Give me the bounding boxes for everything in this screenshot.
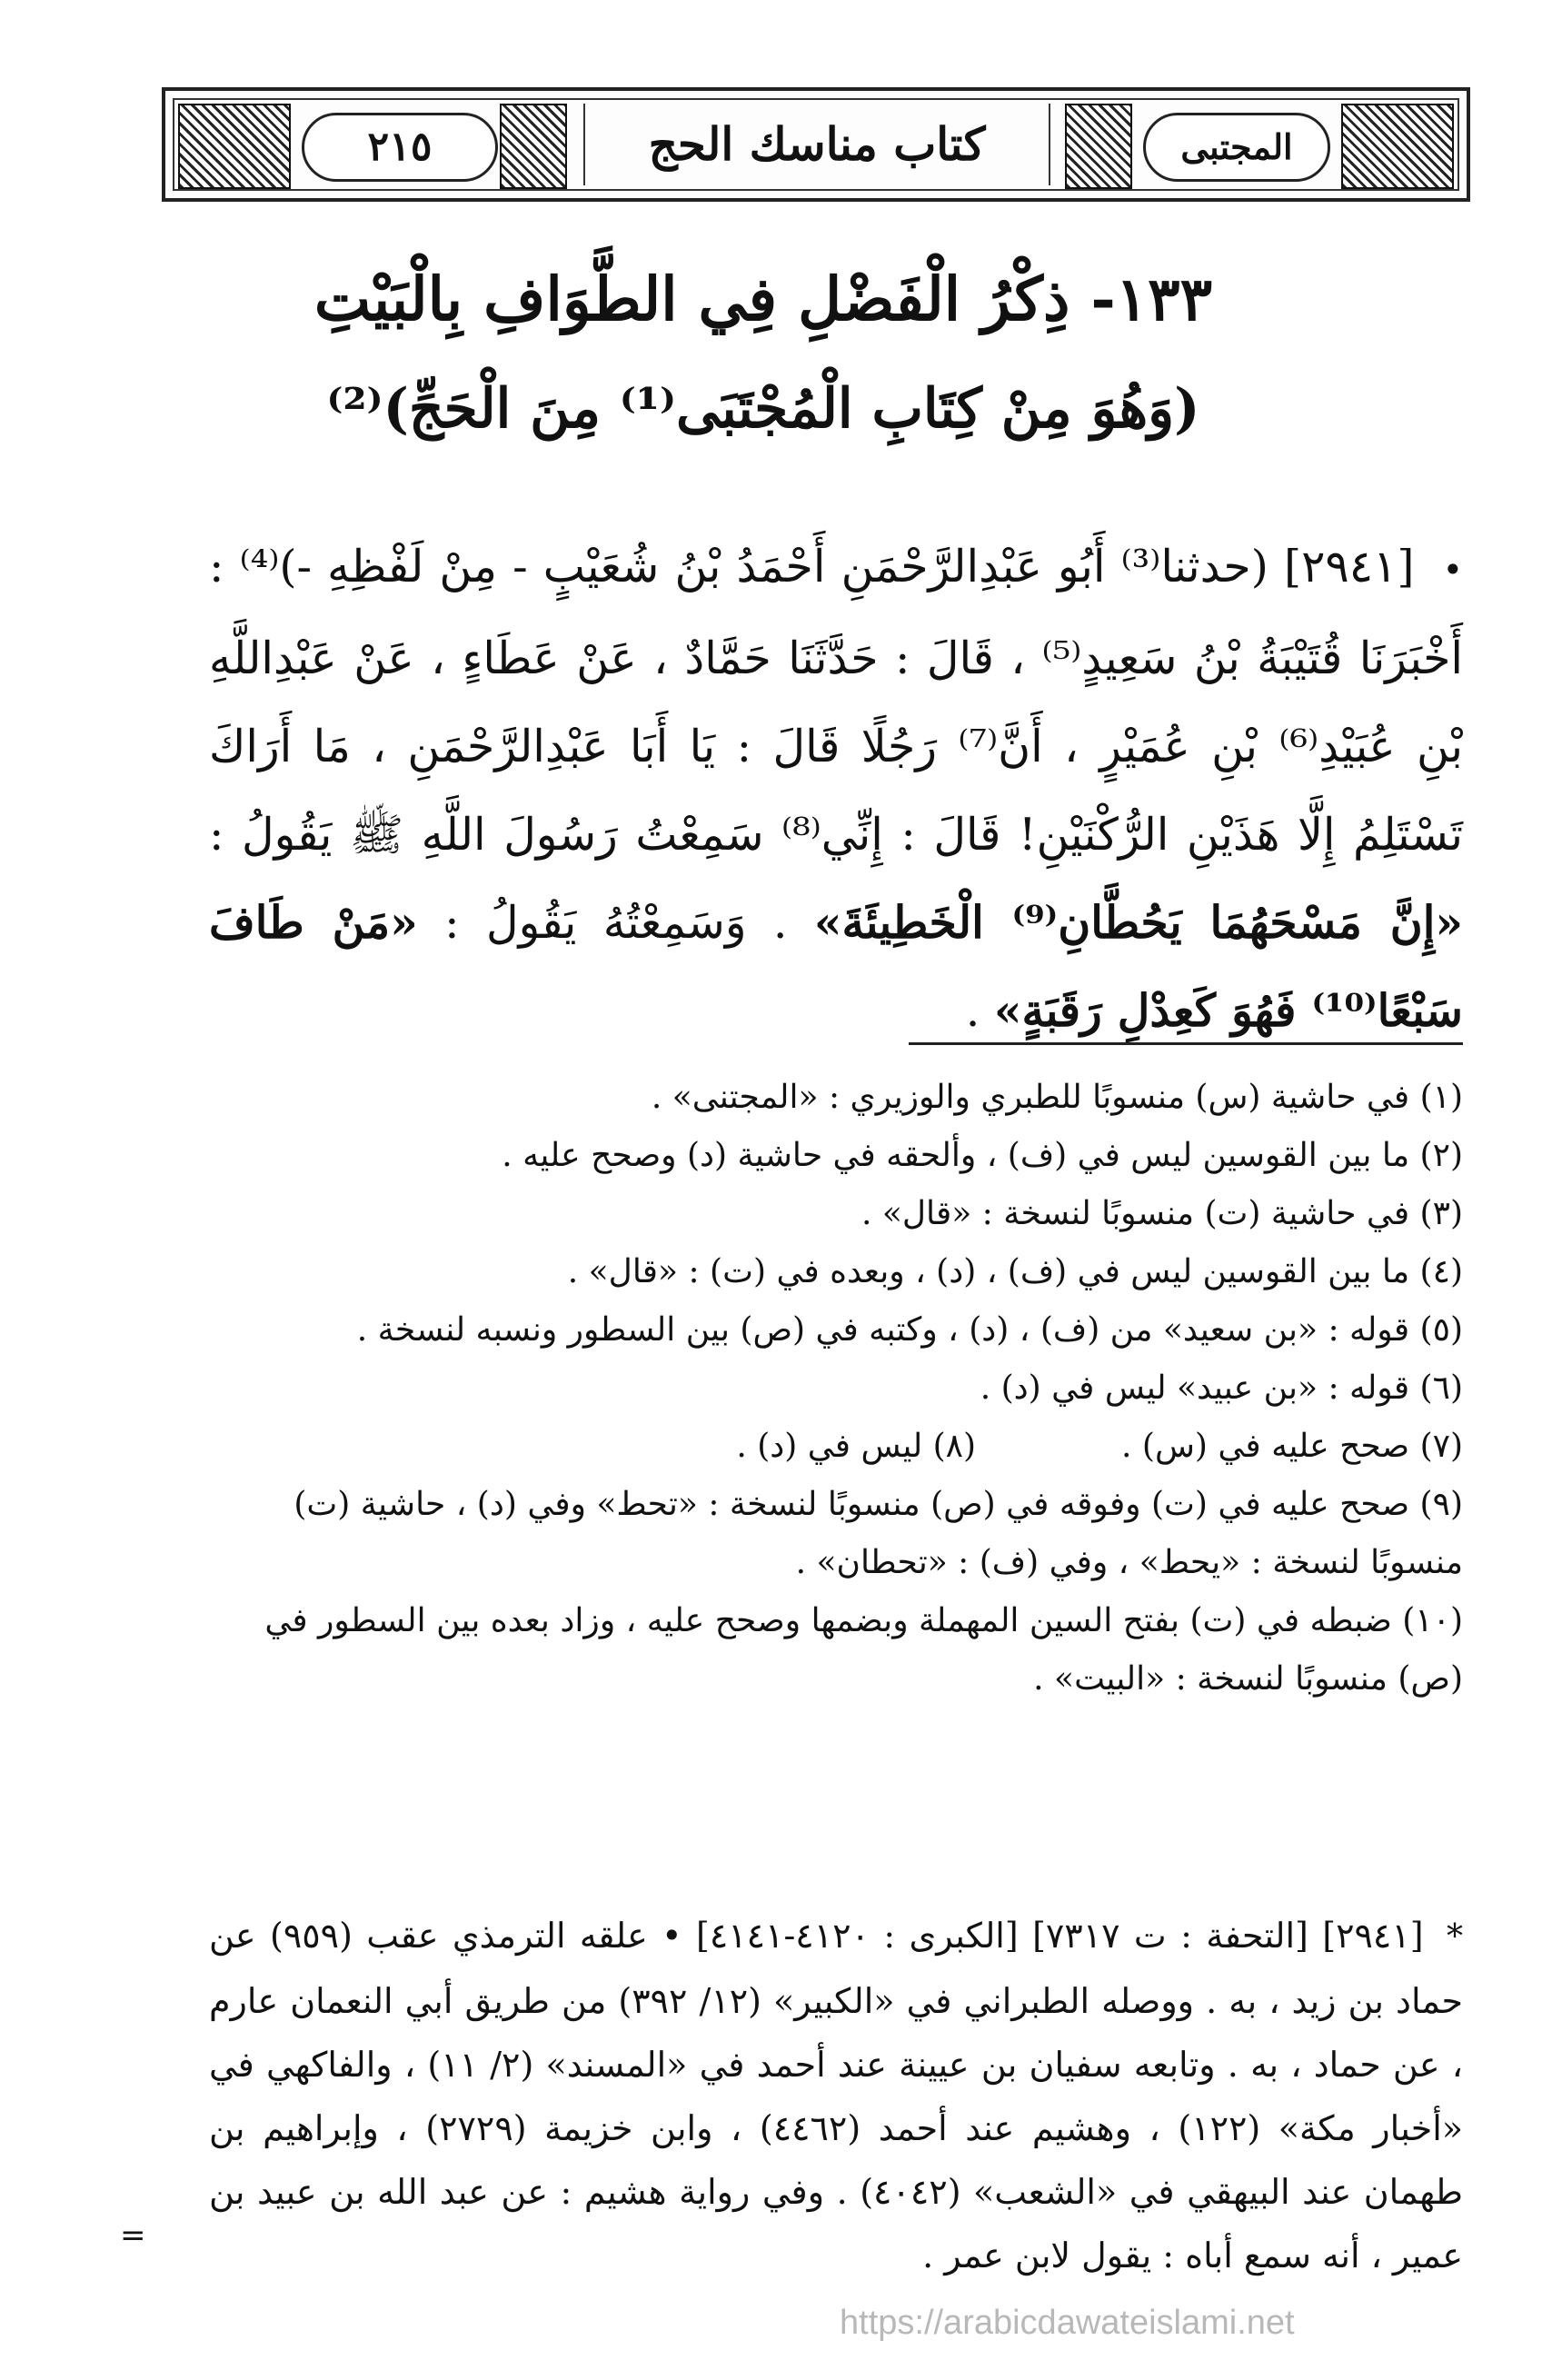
ornament-right-outer [1341,104,1454,189]
chapter-subtitle: (وَهُوَ مِنْ كِتَابِ الْمُجْتَبَى⁽¹⁾ مِنَ الْحَجِّ)⁽²⁾ [326,377,1200,441]
chapter-title: ١٣٣- ذِكْرُ الْفَضْلِ فِي الطَّوَافِ بِالْبَيْتِ [313,264,1213,334]
footnote-separator [909,1042,1463,1045]
footnote: (٨) ليس في (د) . [736,1428,977,1465]
hadith-end: . [965,985,980,1037]
margin-marker: = [120,2217,146,2254]
footnote: (٣) في حاشية (ت) منسوبًا لنسخة : «قال» . [861,1195,1463,1232]
footnote: (٦) قوله : «بن عبيد» ليس في (د) . [980,1369,1463,1407]
series-title: المجتبى [1143,113,1330,182]
hadith-saying-1: «إِنَّ مَسْحَهُمَا يَحُطَّانِ⁽⁹⁾ الْخَطِيئَةَ» [813,896,1463,949]
hadith-bullet: • [1442,550,1464,590]
book-title: كتاب مناسك الحج [583,104,1050,185]
footnote: (١٠) ضبطه في (ت) بفتح السين المهملة وبضمها وصحح عليه ، وزاد بعده بين السطور في (ص) منسوبًا لنسخة : «البيت» . [264,1602,1463,1698]
takhrij-text: [٢٩٤١] [التحفة : ت ٧٣١٧] [الكبرى : ٤١٢٠-٤١٤١] • علقه الترمذي عقب (٩٥٩) عن حماد بن زيد ، به . ووصله الطبراني في «الكبير» (١٢/ ٣٩٢) من طريق أبي النعمان عارم ، عن حماد ، به . وتابعه سفيان بن عيينة عند أحمد في «المسند» (٢/ ١١) ، والفاكهي في «أخبار مكة» (١٢٢) ، وهشيم عند أحمد (٤٤٦٢) ، وابن خزيمة (٢٧٢٩) ، وإبراهيم بن طهمان عند البيهقي في «الشعب» (٤٠٤٢) . وفي رواية هشيم : عن عبد الله بن عبيد بن عمير ، أنه سمع أباه : يقول لابن عمر . [209,1916,1463,2275]
takhrij-section [209,1904,1463,2287]
hadith-middle: . وَسَمِعْتُهُ يَقُولُ : [444,897,788,949]
ornament-left-inner [500,104,567,189]
footnote: (٢) ما بين القوسين ليس في (ف) ، وألحقه في حاشية (د) وصحح عليه . [502,1137,1463,1174]
footnote: (٤) ما بين القوسين ليس في (ف) ، (د) ، وبعده في (ت) : «قال» . [567,1253,1463,1290]
asterisk-icon: * [1446,1918,1463,1956]
hadith-isnad: (حدثنا⁽³⁾ أَبُو عَبْدِالرَّحْمَنِ أَحْمَدُ بْنُ شُعَيْبٍ - مِنْ لَفْظِهِ -)⁽⁴⁾ : أَخْبَرَنَا قُتَيْبَةُ بْنُ سَعِيدٍ⁽⁵⁾ ، قَالَ : حَدَّثَنَا حَمَّادٌ ، عَنْ عَطَاءٍ ، عَنْ عَبْدِاللَّهِ بْنِ عُبَيْدِ⁽⁶⁾ بْنِ عُمَيْرٍ ، أَنَّ⁽⁷⁾ رَجُلًا قَالَ : يَا أَبَا عَبْدِالرَّحْمَنِ ، مَا أَرَاكَ تَسْتَلِمُ إِلَّا هَذَيْنِ الرُّكْنَيْنِ! قَالَ : إِنِّي⁽⁸⁾ سَمِعْتُ رَسُولَ اللَّهِ ﷺ يَقُولُ : [209,541,1464,861]
footnote: (٩) صحح عليه في (ت) وفوقه في (ص) منسوبًا لنسخة : «تحط» وفي (د) ، حاشية (ت) منسوبًا لنسخة : «يحط» ، وفي (ف) : «تحطان» . [293,1486,1463,1581]
page-number: ٢١٥ [302,113,498,182]
footnote: (٥) قوله : «بن سعيد» من (ف) ، (د) ، وكتبه في (ص) بين السطور ونسبه لنسخة . [356,1311,1463,1349]
hadith-text [209,523,1463,1055]
footnote: (١) في حاشية (س) منسوبًا للطبري والوزيري : «المجتنى» . [651,1079,1463,1116]
ornament-left-outer [178,104,291,189]
footnote: (٧) صحح عليه في (س) . [1121,1428,1463,1465]
watermark-url: https://arabicdawateislami.net [840,2304,1295,2342]
page-header-frame [162,87,1470,202]
hadith-saying-2: «مَنْ طَافَ سَبْعًا⁽¹⁰⁾ فَهُوَ كَعِدْلِ رَقَبَةٍ» [209,896,1463,1037]
hadith-number: [٢٩٤١] [1283,541,1415,593]
footnotes-list [209,1069,1463,1708]
ornament-right-inner [1065,104,1132,189]
footnote-pair [209,1418,1463,1476]
